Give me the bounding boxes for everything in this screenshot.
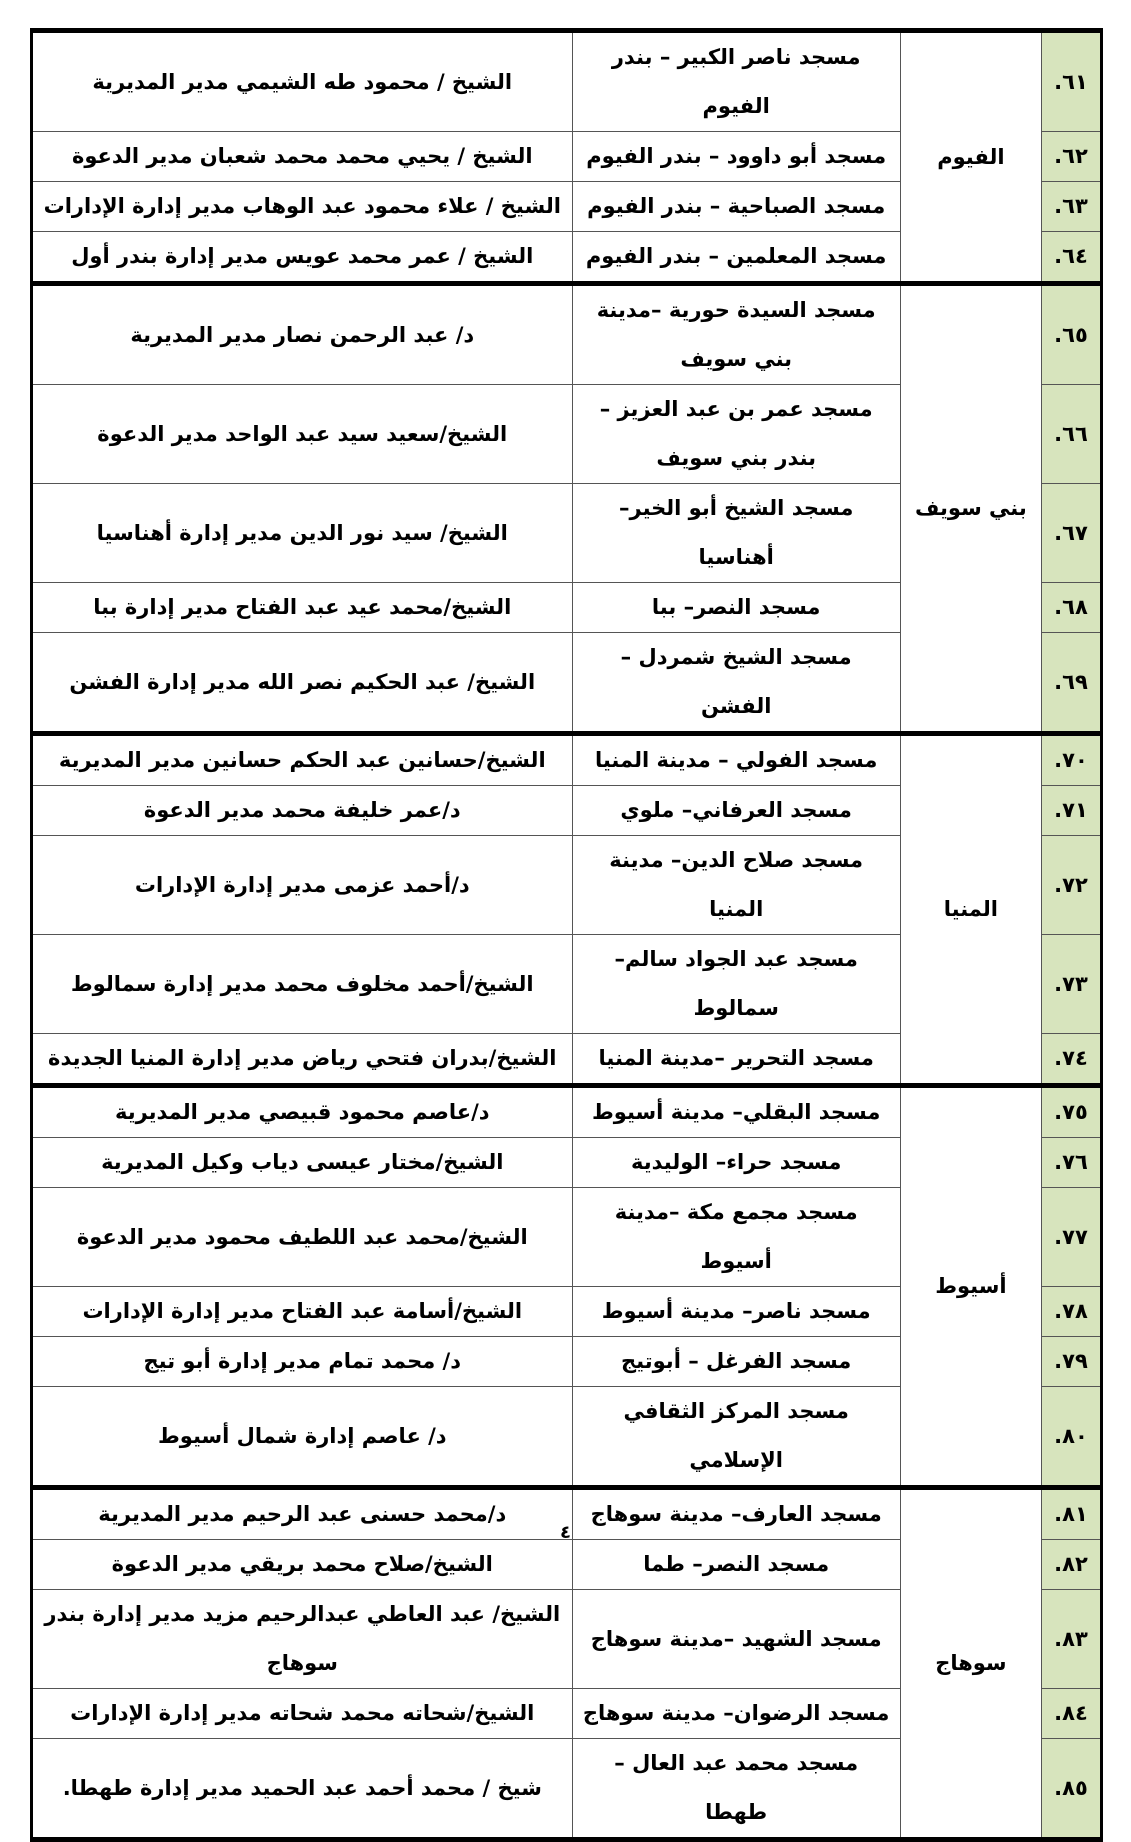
row-number-cell: ٦٩.: [1041, 633, 1101, 734]
imam-cell: الشيخ/حسانين عبد الحكم حسانين مدير المديرية: [32, 734, 573, 786]
imam-cell: الشيخ / عمر محمد عويس مدير إدارة بندر أول: [32, 232, 573, 284]
mosque-cell: مسجد العارف– مدينة سوهاج: [572, 1488, 900, 1540]
mosque-cell: مسجد النصر– ببا: [572, 583, 900, 633]
mosque-cell: مسجد التحرير –مدينة المنيا: [572, 1034, 900, 1086]
imam-cell: الشيخ / علاء محمود عبد الوهاب مدير إدارة الإدارات: [32, 182, 573, 232]
row-number-cell: ٧٦.: [1041, 1138, 1101, 1188]
row-number-cell: ٦٧.: [1041, 484, 1101, 583]
mosque-cell: مسجد الشيخ شمردل – الفشن: [572, 633, 900, 734]
row-number-cell: ٦١.: [1041, 31, 1101, 132]
table-row: [32, 1086, 1102, 1138]
row-number-cell: ٦٨.: [1041, 583, 1101, 633]
governorate-cell: سوهاج: [900, 1488, 1041, 1840]
row-number-cell: ٧٨.: [1041, 1287, 1101, 1337]
table-row: [32, 31, 1102, 132]
mosque-cell: مسجد الرضوان– مدينة سوهاج: [572, 1689, 900, 1739]
mosque-cell: مسجد النصر– طما: [572, 1540, 900, 1590]
mosque-cell: مسجد حراء– الوليدية: [572, 1138, 900, 1188]
mosque-cell: مسجد السيدة حورية –مدينة بني سويف: [572, 284, 900, 385]
governorate-group: [32, 1086, 1102, 1488]
imam-cell: الشيخ/ عبد العاطي عبدالرحيم مزيد مدير إدارة بندر سوهاج: [32, 1590, 573, 1689]
imam-cell: د/ عبد الرحمن نصار مدير المديرية: [32, 284, 573, 385]
row-number-cell: ٨٠.: [1041, 1387, 1101, 1488]
mosque-cell: مسجد عمر بن عبد العزيز –بندر بني سويف: [572, 385, 900, 484]
governorate-cell: بني سويف: [900, 284, 1041, 734]
imam-cell: د/عاصم محمود قبيصي مدير المديرية: [32, 1086, 573, 1138]
page-number: ٤: [560, 1522, 571, 1543]
imam-cell: الشيخ/محمد عبد اللطيف محمود مدير الدعوة: [32, 1188, 573, 1287]
row-number-cell: ٧٤.: [1041, 1034, 1101, 1086]
mosque-cell: مسجد البقلي– مدينة أسيوط: [572, 1086, 900, 1138]
row-number-cell: ٧٣.: [1041, 935, 1101, 1034]
mosque-cell: مسجد الصباحية – بندر الفيوم: [572, 182, 900, 232]
imam-cell: الشيخ/شحاته محمد شحاته مدير إدارة الإدارات: [32, 1689, 573, 1739]
row-number-cell: ٨١.: [1041, 1488, 1101, 1540]
row-number-cell: ٨٤.: [1041, 1689, 1101, 1739]
imam-cell: د/أحمد عزمى مدير إدارة الإدارات: [32, 836, 573, 935]
table-row: [32, 734, 1102, 786]
row-number-cell: ٧٠.: [1041, 734, 1101, 786]
table-row: [32, 284, 1102, 385]
row-number-cell: ٦٦.: [1041, 385, 1101, 484]
imam-cell: الشيخ/أحمد مخلوف محمد مدير إدارة سمالوط: [32, 935, 573, 1034]
mosque-assignment-table: [30, 28, 1103, 1842]
governorate-cell: المنيا: [900, 734, 1041, 1086]
mosque-cell: مسجد أبو داوود – بندر الفيوم: [572, 132, 900, 182]
row-number-cell: ٧٧.: [1041, 1188, 1101, 1287]
mosque-cell: مسجد ناصر– مدينة أسيوط: [572, 1287, 900, 1337]
row-number-cell: ٧٩.: [1041, 1337, 1101, 1387]
governorate-group: [32, 284, 1102, 734]
imam-cell: الشيخ/ سيد نور الدين مدير إدارة أهناسيا: [32, 484, 573, 583]
mosque-cell: مسجد العرفاني– ملوي: [572, 786, 900, 836]
row-number-cell: ٦٢.: [1041, 132, 1101, 182]
governorate-cell: أسيوط: [900, 1086, 1041, 1488]
imam-cell: شيخ / محمد أحمد عبد الحميد مدير إدارة طهطا.: [32, 1739, 573, 1840]
governorate-group: [32, 31, 1102, 284]
mosque-cell: مسجد صلاح الدين– مدينة المنيا: [572, 836, 900, 935]
row-number-cell: ٦٥.: [1041, 284, 1101, 385]
row-number-cell: ٨٣.: [1041, 1590, 1101, 1689]
imam-cell: د/ عاصم إدارة شمال أسيوط: [32, 1387, 573, 1488]
imam-cell: الشيخ/محمد عيد عبد الفتاح مدير إدارة ببا: [32, 583, 573, 633]
governorate-cell: الفيوم: [900, 31, 1041, 284]
governorate-group: [32, 734, 1102, 1086]
imam-cell: د/عمر خليفة محمد مدير الدعوة: [32, 786, 573, 836]
imam-cell: الشيخ/سعيد سيد عبد الواحد مدير الدعوة: [32, 385, 573, 484]
mosque-cell: مسجد الشهيد –مدينة سوهاج: [572, 1590, 900, 1689]
mosque-cell: مسجد الفرغل – أبوتيج: [572, 1337, 900, 1387]
mosque-cell: مسجد ناصر الكبير – بندر الفيوم: [572, 31, 900, 132]
imam-cell: الشيخ / محمود طه الشيمي مدير المديرية: [32, 31, 573, 132]
mosque-cell: مسجد الفولي – مدينة المنيا: [572, 734, 900, 786]
imam-cell: الشيخ / يحيي محمد محمد شعبان مدير الدعوة: [32, 132, 573, 182]
mosque-cell: مسجد محمد عبد العال – طهطا: [572, 1739, 900, 1840]
row-number-cell: ٨٢.: [1041, 1540, 1101, 1590]
mosque-cell: مسجد عبد الجواد سالم– سمالوط: [572, 935, 900, 1034]
imam-cell: الشيخ/مختار عيسى دياب وكيل المديرية: [32, 1138, 573, 1188]
row-number-cell: ٧٥.: [1041, 1086, 1101, 1138]
imam-cell: الشيخ/صلاح محمد بريقي مدير الدعوة: [32, 1540, 573, 1590]
row-number-cell: ٦٣.: [1041, 182, 1101, 232]
row-number-cell: ٦٤.: [1041, 232, 1101, 284]
row-number-cell: ٧١.: [1041, 786, 1101, 836]
imam-cell: الشيخ/أسامة عبد الفتاح مدير إدارة الإدارات: [32, 1287, 573, 1337]
imam-cell: د/ محمد تمام مدير إدارة أبو تيج: [32, 1337, 573, 1387]
row-number-cell: ٨٥.: [1041, 1739, 1101, 1840]
mosque-cell: مسجد مجمع مكة –مدينة أسيوط: [572, 1188, 900, 1287]
mosque-cell: مسجد المركز الثقافي الإسلامي: [572, 1387, 900, 1488]
mosque-cell: مسجد المعلمين – بندر الفيوم: [572, 232, 900, 284]
row-number-cell: ٧٢.: [1041, 836, 1101, 935]
mosque-cell: مسجد الشيخ أبو الخير– أهناسيا: [572, 484, 900, 583]
imam-cell: د/محمد حسنى عبد الرحيم مدير المديرية: [32, 1488, 573, 1540]
imam-cell: الشيخ/بدران فتحي رياض مدير إدارة المنيا الجديدة: [32, 1034, 573, 1086]
imam-cell: الشيخ/ عبد الحكيم نصر الله مدير إدارة الفشن: [32, 633, 573, 734]
